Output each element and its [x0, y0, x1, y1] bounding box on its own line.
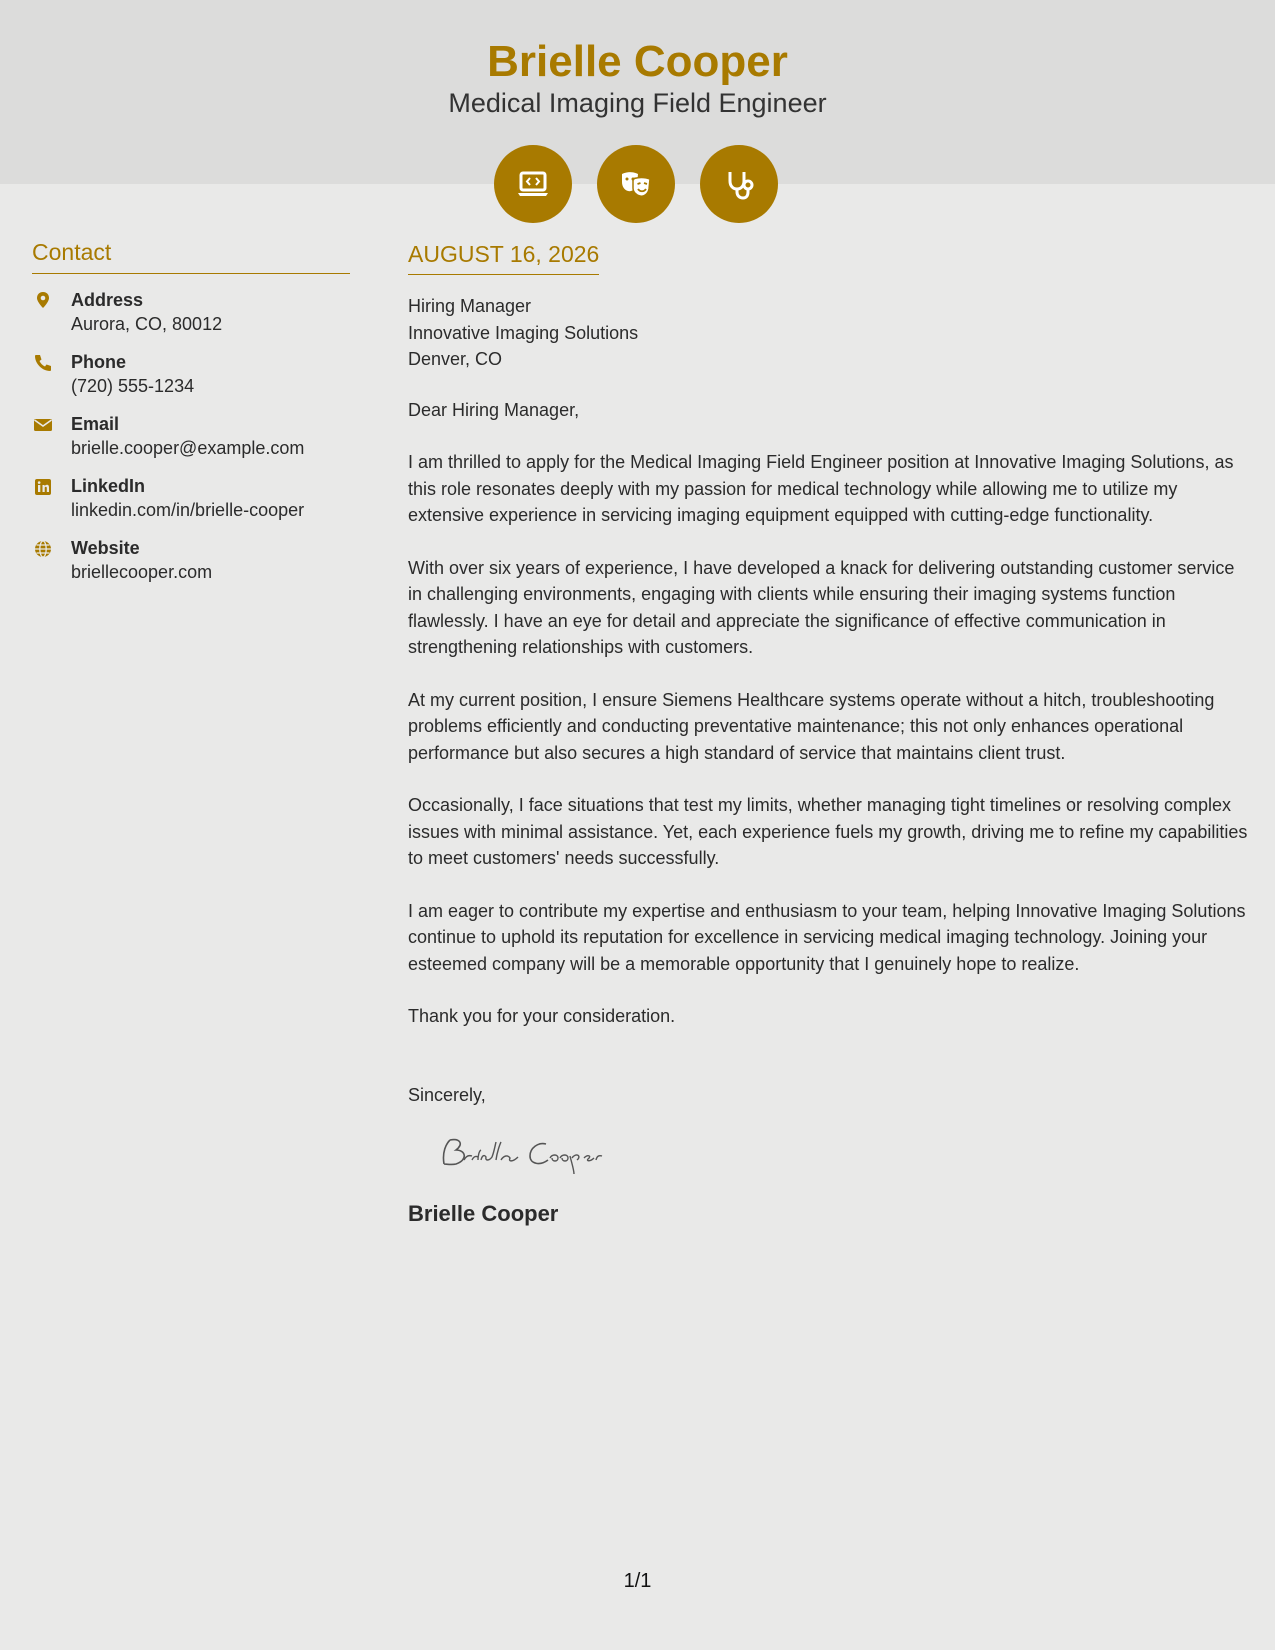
letter-paragraph: Occasionally, I face situations that test my limits, whether managing tight timelines or resolving complex issues with minimal assistance. Yet, each experience fuels my growth, driving me to refine my capabilities to meet customers' needs successfully. [408, 795, 1248, 868]
globe-icon [32, 538, 54, 560]
recipient-line: Innovative Imaging Solutions [408, 322, 639, 343]
contact-item-phone [32, 350, 350, 398]
linkedin-icon [32, 476, 54, 498]
contact-item-address [32, 288, 350, 336]
contact-value: brielle.cooper@example.com [71, 438, 305, 458]
contact-item-email [32, 412, 350, 460]
greeting: Dear Hiring Manager, [408, 399, 580, 420]
phone-icon [32, 352, 54, 374]
stethoscope-icon [700, 145, 778, 223]
contact-item-linkedin [32, 474, 350, 522]
contact-item-website [32, 536, 350, 584]
letter-paragraph: At my current position, I ensure Siemens Healthcare systems operate without a hitch, troubleshooting problems efficiently and conducting preventative maintenance; this not only enhances operational performance but also secures a high standard of service that maintains client trust. [408, 689, 1215, 763]
recipient-line: Denver, CO [408, 349, 503, 369]
letter-body [408, 238, 1250, 1228]
contact-value: linkedin.com/in/brielle-cooper [71, 500, 305, 520]
contact-label: LinkedIn [71, 476, 146, 496]
contact-value: Aurora, CO, 80012 [71, 314, 223, 334]
thanks-line: Thank you for your consideration. [408, 1006, 676, 1026]
contact-label: Address [71, 290, 144, 310]
letter-paragraph: With over six years of experience, I have developed a knack for delivering outstanding customer service in challenging environments, engaging with clients while ensuring their imaging systems function flawlessly. I have an eye for detail and appreciate the significance of effective communication in strengthening relationships with customers. [408, 557, 1235, 657]
letter-paragraph: I am eager to contribute my expertise and enthusiasm to your team, helping Innovative Imaging Solutions continue to uphold its reputation for excellence in servicing medical imaging technology. Joining your esteemed company will be a memorable opportunity that I genuinely hope to realize. [408, 900, 1246, 974]
contact-label: Email [71, 414, 120, 434]
job-title: Medical Imaging Field Engineer [448, 88, 827, 118]
contact-heading: Contact [32, 236, 350, 274]
contact-sidebar [32, 236, 350, 584]
letter-date: AUGUST 16, 2026 [408, 238, 599, 275]
applicant-name: Brielle Cooper [487, 37, 788, 86]
contact-value: (720) 555-1234 [71, 376, 195, 396]
contact-label: Website [71, 538, 140, 558]
page-number: 1/1 [623, 1570, 652, 1592]
recipient-block [408, 293, 1250, 373]
contact-label: Phone [71, 352, 127, 372]
laptop-code-icon [494, 145, 572, 223]
recipient-line: Hiring Manager [408, 296, 532, 316]
handwritten-signature [434, 1130, 654, 1180]
header-icon-row [0, 145, 1275, 223]
theater-masks-icon [597, 145, 675, 223]
signer-name: Brielle Cooper [408, 1201, 559, 1226]
signoff: Sincerely, [408, 1084, 486, 1105]
map-pin-icon [32, 290, 54, 312]
envelope-icon [32, 414, 54, 436]
letter-paragraph: I am thrilled to apply for the Medical Imaging Field Engineer position at Innovative Imaging Solutions, as this role resonates deeply with my passion for medical technology while allowing me to utilize my extensive experience in servicing imaging equipment equipped with cutting-edge functionality. [408, 452, 1234, 525]
contact-value: briellecooper.com [71, 562, 213, 582]
